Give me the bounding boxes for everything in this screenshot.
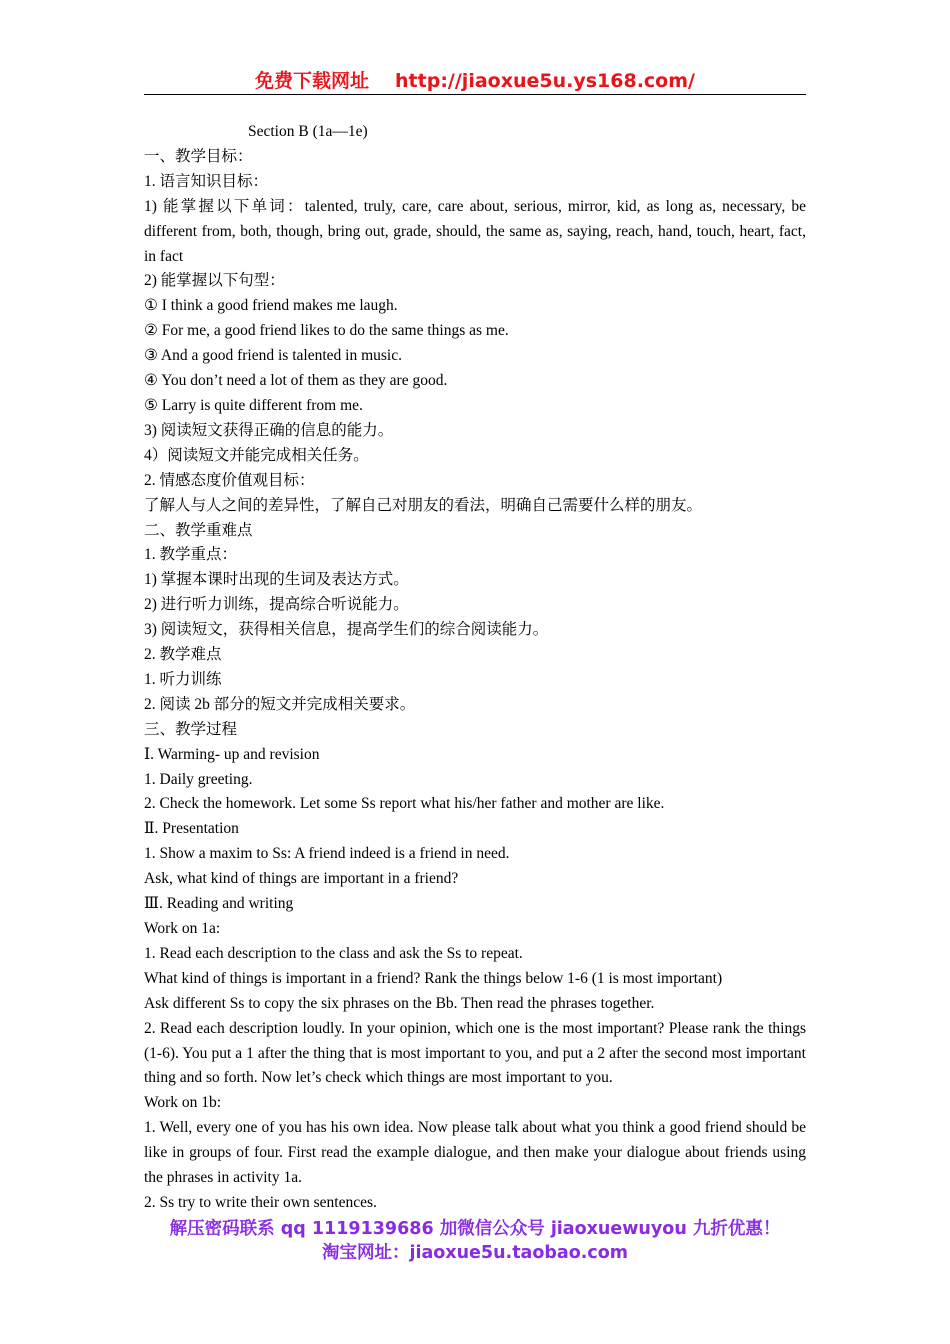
footer-contact-line: 解压密码联系 qq 1119139686 加微信公众号 jiaoxuewuyou 九折优惠！ <box>169 1219 781 1239</box>
text-line: ④ You don’t need a lot of them as they are good. <box>144 372 448 390</box>
section-title: Section B (1a—1e) <box>248 123 368 140</box>
text-line: 2. Check the homework. Let some Ss report what his/her father and mother are like. <box>144 795 665 813</box>
text-line: Ask different Ss to copy the six phrases on the Bb. Then read the phrases together. <box>144 994 655 1012</box>
text-line: 1. Daily greeting. <box>144 770 253 788</box>
text-line: ① I think a good friend makes me laugh. <box>144 297 398 315</box>
text-line: 1. 教学重点： <box>144 546 238 564</box>
header-label: 免费下载网址 <box>255 70 370 92</box>
text-line: Ⅱ. Presentation <box>144 820 239 838</box>
text-line: 二、教学重难点 <box>144 521 253 539</box>
text-line: 2) 能掌握以下句型： <box>144 272 285 290</box>
text-line: Work on 1a: <box>144 920 221 937</box>
text-line: ② For me, a good friend likes to do the same things as me. <box>144 322 509 340</box>
footer-shop-link[interactable]: 淘宝网址：jiaoxue5u.taobao.com <box>321 1243 629 1263</box>
text-line: 2) 进行听力训练，提高综合听说能力。 <box>144 596 409 614</box>
header-url-link[interactable]: http://jiaoxue5u.ys168.com/ <box>395 70 695 92</box>
text-line: 1. 听力训练 <box>144 670 222 688</box>
text-paragraph: 1. Well, every one of you has his own idea. Now please talk about what you think a good friend should be like in groups of four. First read the example dialogue, and then make your dialogue about friends using the phrases in activity 1a. <box>144 1119 806 1187</box>
text-line: 2. 教学难点 <box>144 646 222 664</box>
text-line: 1) 掌握本课时出现的生词及表达方式。 <box>144 571 409 589</box>
text-line: Ⅲ. Reading and writing <box>144 895 294 913</box>
text-line: 4）阅读短文并能完成相关任务。 <box>144 446 369 464</box>
text-line: 三、教学过程 <box>144 720 238 738</box>
text-line: 1. Show a maxim to Ss: A friend indeed is a friend in need. <box>144 845 510 863</box>
text-line: 1. 语言知识目标： <box>144 172 269 190</box>
header-banner <box>144 66 806 95</box>
text-line: ③ And a good friend is talented in music. <box>144 347 402 365</box>
text-line: 2. Ss try to write their own sentences. <box>144 1193 377 1211</box>
footer-banner <box>0 1217 950 1265</box>
text-line: Ⅰ. Warming- up and revision <box>144 745 320 763</box>
text-paragraph: 1) 能掌握以下单词：talented, truly, care, care about, serious, mirror, kid, as long as, necessary, be different from, both, though, bring out, grade, should, the same as, saying, reach, hand, touch, heart, fact, in fact <box>144 197 806 265</box>
text-line: 2. 情感态度价值观目标： <box>144 471 315 489</box>
text-line: 了解人与人之间的差异性，了解自己对朋友的看法，明确自己需要什么样的朋友。 <box>144 496 703 514</box>
document-body <box>144 120 806 1216</box>
text-line: Work on 1b: <box>144 1094 222 1112</box>
text-line: ⑤ Larry is quite different from me. <box>144 396 363 414</box>
text-line: What kind of things is important in a friend? Rank the things below 1-6 (1 is most important) <box>144 969 723 987</box>
text-line: 3) 阅读短文，获得相关信息，提高学生们的综合阅读能力。 <box>144 621 549 639</box>
text-line: 一、教学目标： <box>144 147 253 165</box>
text-line: 2. 阅读 2b 部分的短文并完成相关要求。 <box>144 695 416 713</box>
text-paragraph: 2. Read each description loudly. In your opinion, which one is the most important? Please rank the things (1-6). You put a 1 after the thing that is most important to you, and put a 2 after the second most important thing and so forth. Now let’s check which things are most important to you. <box>144 1019 806 1087</box>
text-line: Ask, what kind of things are important in a friend? <box>144 870 459 888</box>
text-line: 3) 阅读短文获得正确的信息的能力。 <box>144 421 394 439</box>
text-line: 1. Read each description to the class and ask the Ss to repeat. <box>144 944 523 962</box>
